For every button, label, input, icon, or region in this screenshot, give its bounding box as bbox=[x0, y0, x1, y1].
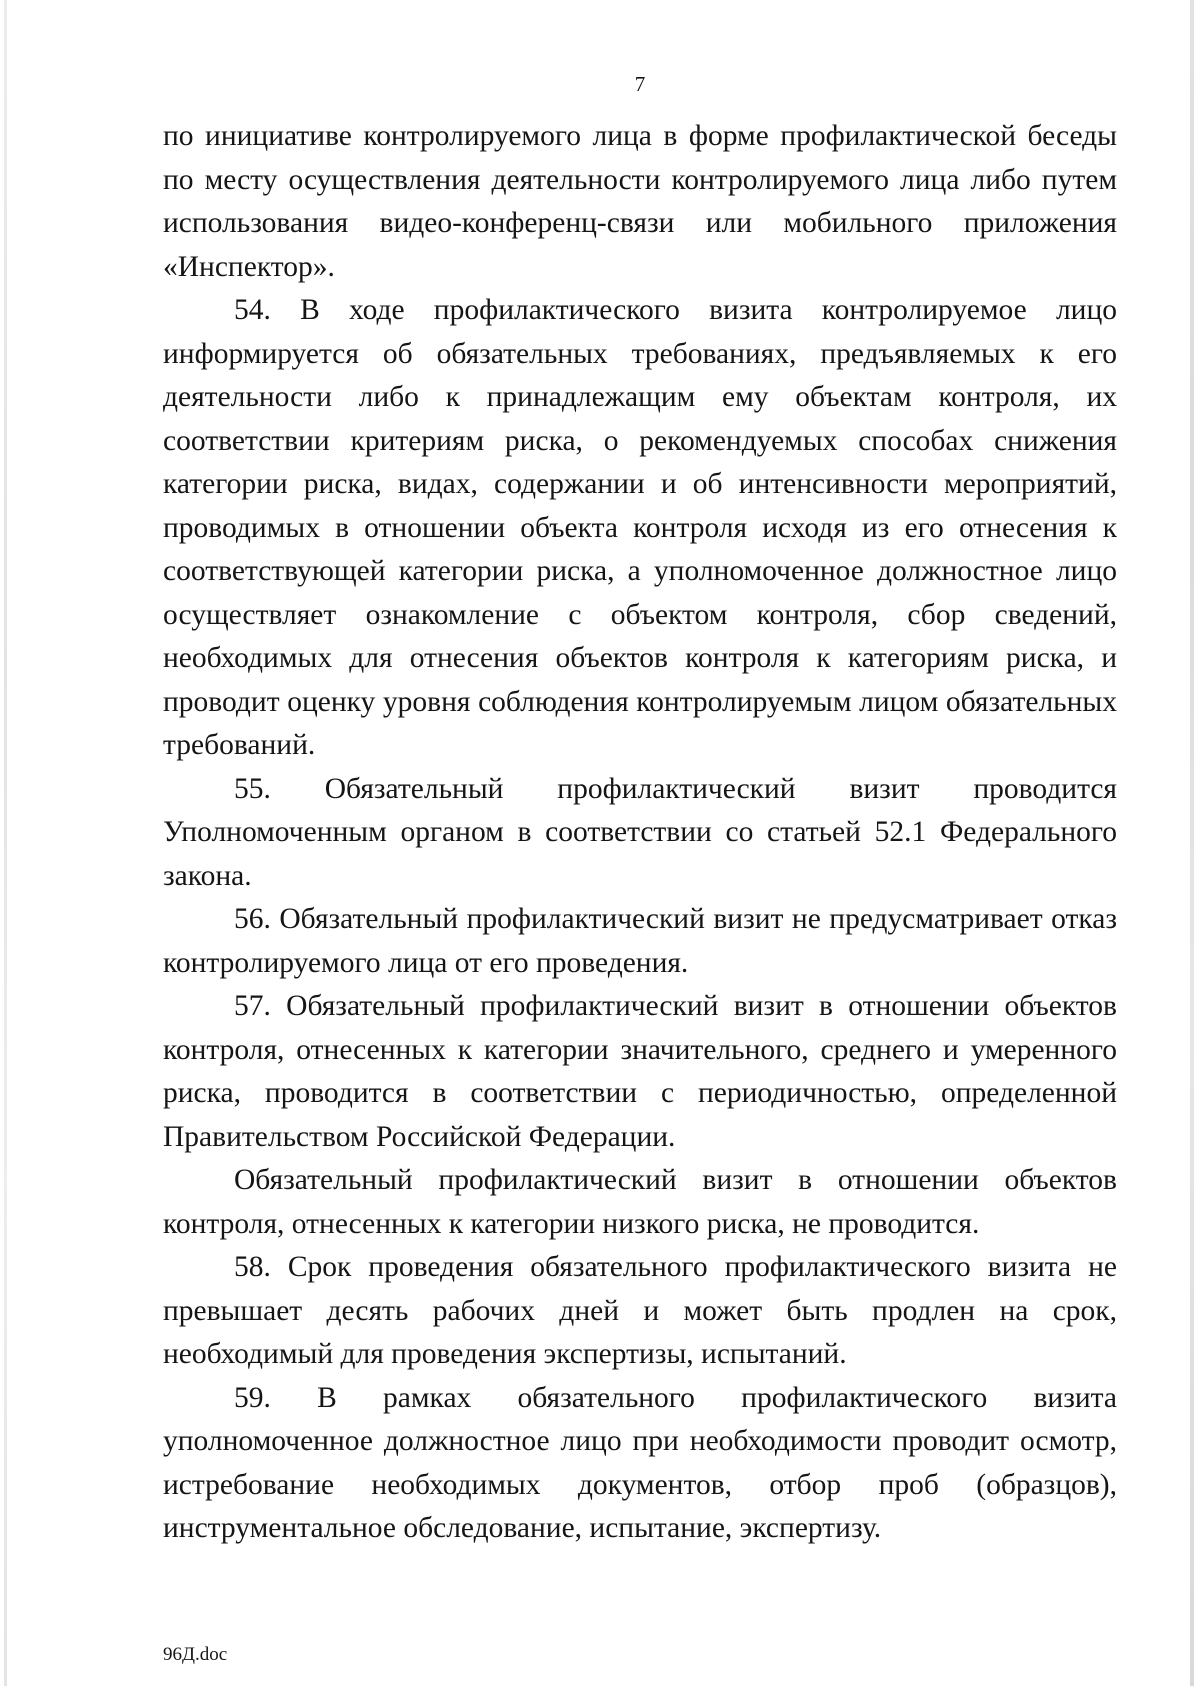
paragraph-57-low-risk: Обязательный профилактический визит в отношении объектов контроля, отнесенных к категории низкого риска, не проводится. bbox=[163, 1164, 1117, 1240]
paragraph-54: 54. В ходе профилактического визита контролируемое лицо информируется об обязательных требованиях, предъявляемых к его деятельности либо к принадлежащим ему объектам контроля, их соответствии критериям риска, о рекомендуемых способах снижения категории риска, видах, содержании и об интенсивности мероприятий, проводимых в отношении объекта контроля исходя из его отнесения к соответствующей категории риска, а уполномоченное должностное лицо осуществляет ознакомление с объектом контроля, сбор сведений, необходимых для отнесения объектов контроля к категориям риска, и проводит оценку уровня соблюдения контролируемым лицом обязательных требований. bbox=[163, 294, 1117, 761]
page-number: 7 bbox=[634, 72, 646, 96]
paragraph-58: 58. Срок проведения обязательного профилактического визита не превышает десять рабочих дней и может быть продлен на срок, необходимый для проведения экспертизы, испытаний. bbox=[163, 1251, 1117, 1370]
footer-filename: 96Д.doc bbox=[163, 1644, 228, 1665]
document-body bbox=[163, 115, 1117, 1551]
scan-edge-left bbox=[4, 0, 7, 1686]
paragraph-continuation: по инициативе контролируемого лица в форме профилактической беседы по месту осуществления деятельности контролируемого лица либо путем использования видео-конференц-связи или мобильного приложения «Инспектор». bbox=[163, 120, 1117, 283]
paragraph-57: 57. Обязательный профилактический визит в отношении объектов контроля, отнесенных к категории значительного, среднего и умеренного риска, проводится в соответствии с периодичностью, определенной Правительством Российской Федерации. bbox=[163, 990, 1117, 1153]
scan-edge-right bbox=[1190, 0, 1194, 1686]
paragraph-55: 55. Обязательный профилактический визит проводится Уполномоченным органом в соответствии со статьей 52.1 Федерального закона. bbox=[163, 772, 1117, 892]
paragraph-56: 56. Обязательный профилактический визит не предусматривает отказ контролируемого лица от его проведения. bbox=[163, 903, 1117, 979]
paragraph-59: 59. В рамках обязательного профилактического визита уполномоченное должностное лицо при необходимости проводит осмотр, истребование необходимых документов, отбор проб (образцов), инструментальное обследование, испытание, экспертизу. bbox=[163, 1381, 1117, 1544]
